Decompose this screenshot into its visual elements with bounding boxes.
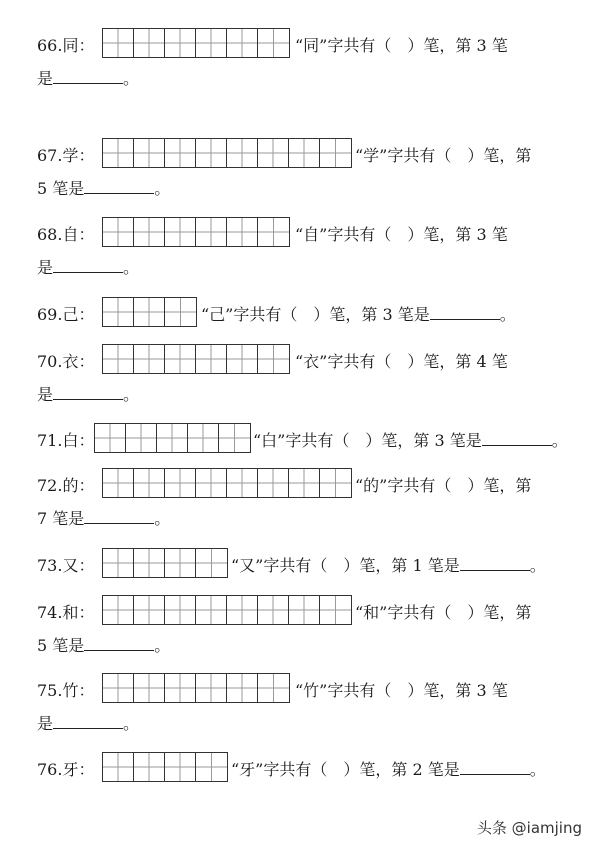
stroke-grid[interactable] (102, 297, 197, 327)
question-number: 76.牙： (37, 760, 95, 779)
grid-cell[interactable] (196, 139, 227, 167)
grid-cell[interactable] (165, 139, 196, 167)
question-text: “白”字共有（ ）笔，第 3 笔是 。 (253, 431, 568, 450)
question-number: 75.竹： (37, 681, 95, 700)
grid-cell[interactable] (103, 139, 134, 167)
grid-cell[interactable] (320, 139, 351, 167)
answer-blank[interactable] (53, 69, 123, 84)
grid-cell[interactable] (134, 469, 165, 497)
grid-cell[interactable] (196, 674, 227, 702)
stroke-grid[interactable] (102, 673, 290, 703)
grid-cell[interactable] (196, 345, 227, 373)
grid-cell[interactable] (227, 596, 258, 624)
grid-cell[interactable] (165, 29, 196, 57)
grid-cell[interactable] (320, 469, 351, 497)
grid-cell[interactable] (320, 596, 351, 624)
grid-cell[interactable] (134, 345, 165, 373)
question-line-2: 是 。 (37, 258, 140, 277)
stroke-grid[interactable] (102, 217, 290, 247)
grid-cell[interactable] (227, 218, 258, 246)
stroke-grid[interactable] (102, 344, 290, 374)
grid-cell[interactable] (126, 424, 157, 452)
grid-cell[interactable] (103, 753, 134, 781)
answer-blank[interactable] (84, 636, 154, 651)
grid-cell[interactable] (289, 469, 320, 497)
grid-cell[interactable] (103, 549, 134, 577)
grid-cell[interactable] (258, 345, 289, 373)
question-text: “和”字共有（ ）笔，第 (355, 603, 532, 622)
question-number: 66.同： (37, 36, 95, 55)
grid-cell[interactable] (165, 753, 196, 781)
grid-cell[interactable] (289, 139, 320, 167)
question-line-2: 是 。 (37, 714, 140, 733)
question-76 (37, 750, 580, 784)
question-text: “己”字共有（ ）笔，第 3 笔是 。 (201, 305, 516, 324)
grid-cell[interactable] (289, 596, 320, 624)
grid-cell[interactable] (165, 674, 196, 702)
grid-cell[interactable] (258, 139, 289, 167)
grid-cell[interactable] (258, 469, 289, 497)
grid-cell[interactable] (134, 549, 165, 577)
grid-cell[interactable] (227, 29, 258, 57)
answer-blank[interactable] (53, 385, 123, 400)
grid-cell[interactable] (103, 345, 134, 373)
grid-cell[interactable] (219, 424, 250, 452)
question-line-2: 7 笔是 。 (37, 509, 171, 528)
grid-cell[interactable] (258, 218, 289, 246)
grid-cell[interactable] (196, 549, 227, 577)
question-69 (37, 295, 580, 329)
question-number: 73.又： (37, 556, 95, 575)
question-67 (37, 136, 580, 199)
grid-cell[interactable] (165, 549, 196, 577)
grid-cell[interactable] (134, 753, 165, 781)
stroke-grid[interactable] (102, 468, 352, 498)
question-text: “学”字共有（ ）笔，第 (355, 146, 532, 165)
stroke-grid[interactable] (102, 28, 290, 58)
grid-cell[interactable] (188, 424, 219, 452)
grid-cell[interactable] (227, 674, 258, 702)
question-text: “牙”字共有（ ）笔，第 2 笔是 。 (231, 760, 546, 779)
question-text: “衣”字共有（ ）笔，第 4 笔 (295, 352, 508, 371)
grid-cell[interactable] (258, 596, 289, 624)
grid-cell[interactable] (103, 469, 134, 497)
stroke-grid[interactable] (102, 595, 352, 625)
answer-blank[interactable] (460, 556, 530, 571)
question-number: 70.衣： (37, 352, 95, 371)
grid-cell[interactable] (196, 218, 227, 246)
question-70 (37, 342, 580, 405)
stroke-grid[interactable] (94, 423, 251, 453)
grid-cell[interactable] (103, 674, 134, 702)
question-74 (37, 593, 580, 656)
question-number: 67.学： (37, 146, 95, 165)
question-number: 72.的： (37, 476, 95, 495)
grid-cell[interactable] (103, 596, 134, 624)
grid-cell[interactable] (157, 424, 188, 452)
stroke-grid[interactable] (102, 138, 352, 168)
grid-cell[interactable] (196, 753, 227, 781)
question-text: “同”字共有（ ）笔，第 3 笔 (295, 36, 508, 55)
question-number: 68.自： (37, 225, 95, 244)
answer-blank[interactable] (84, 179, 154, 194)
question-line-2: 是 。 (37, 69, 140, 88)
grid-cell[interactable] (227, 469, 258, 497)
grid-cell[interactable] (134, 596, 165, 624)
question-75 (37, 671, 580, 734)
grid-cell[interactable] (258, 29, 289, 57)
grid-cell[interactable] (103, 218, 134, 246)
stroke-grid[interactable] (102, 752, 228, 782)
grid-cell[interactable] (196, 469, 227, 497)
grid-cell[interactable] (134, 29, 165, 57)
answer-blank[interactable] (460, 760, 530, 775)
question-line-2: 5 笔是 。 (37, 179, 171, 198)
grid-cell[interactable] (165, 596, 196, 624)
grid-cell[interactable] (165, 298, 196, 326)
question-number: 69.己： (37, 305, 95, 324)
answer-blank[interactable] (53, 714, 123, 729)
grid-cell[interactable] (196, 29, 227, 57)
grid-cell[interactable] (258, 674, 289, 702)
grid-cell[interactable] (196, 596, 227, 624)
question-73 (37, 546, 580, 580)
grid-cell[interactable] (134, 218, 165, 246)
question-text: “竹”字共有（ ）笔，第 3 笔 (295, 681, 508, 700)
grid-cell[interactable] (165, 345, 196, 373)
grid-cell[interactable] (165, 469, 196, 497)
question-68 (37, 215, 580, 278)
answer-blank[interactable] (84, 509, 154, 524)
grid-cell[interactable] (95, 424, 126, 452)
question-line-2: 是 。 (37, 385, 140, 404)
grid-cell[interactable] (134, 674, 165, 702)
grid-cell[interactable] (227, 345, 258, 373)
grid-cell[interactable] (134, 139, 165, 167)
watermark: 头条 @iamjing (476, 819, 582, 837)
question-66 (37, 26, 580, 89)
grid-cell[interactable] (103, 298, 134, 326)
question-text: “又”字共有（ ）笔，第 1 笔是 。 (231, 556, 546, 575)
question-number: 71.白： (37, 431, 95, 450)
stroke-grid[interactable] (102, 548, 228, 578)
answer-blank[interactable] (430, 305, 500, 320)
question-text: “自”字共有（ ）笔，第 3 笔 (295, 225, 508, 244)
grid-cell[interactable] (227, 139, 258, 167)
grid-cell[interactable] (165, 218, 196, 246)
answer-blank[interactable] (53, 258, 123, 273)
grid-cell[interactable] (134, 298, 165, 326)
question-71 (37, 421, 580, 455)
grid-cell[interactable] (103, 29, 134, 57)
question-72 (37, 466, 580, 529)
question-text: “的”字共有（ ）笔，第 (355, 476, 532, 495)
question-number: 74.和： (37, 603, 95, 622)
answer-blank[interactable] (482, 431, 552, 446)
question-line-2: 5 笔是 。 (37, 636, 171, 655)
